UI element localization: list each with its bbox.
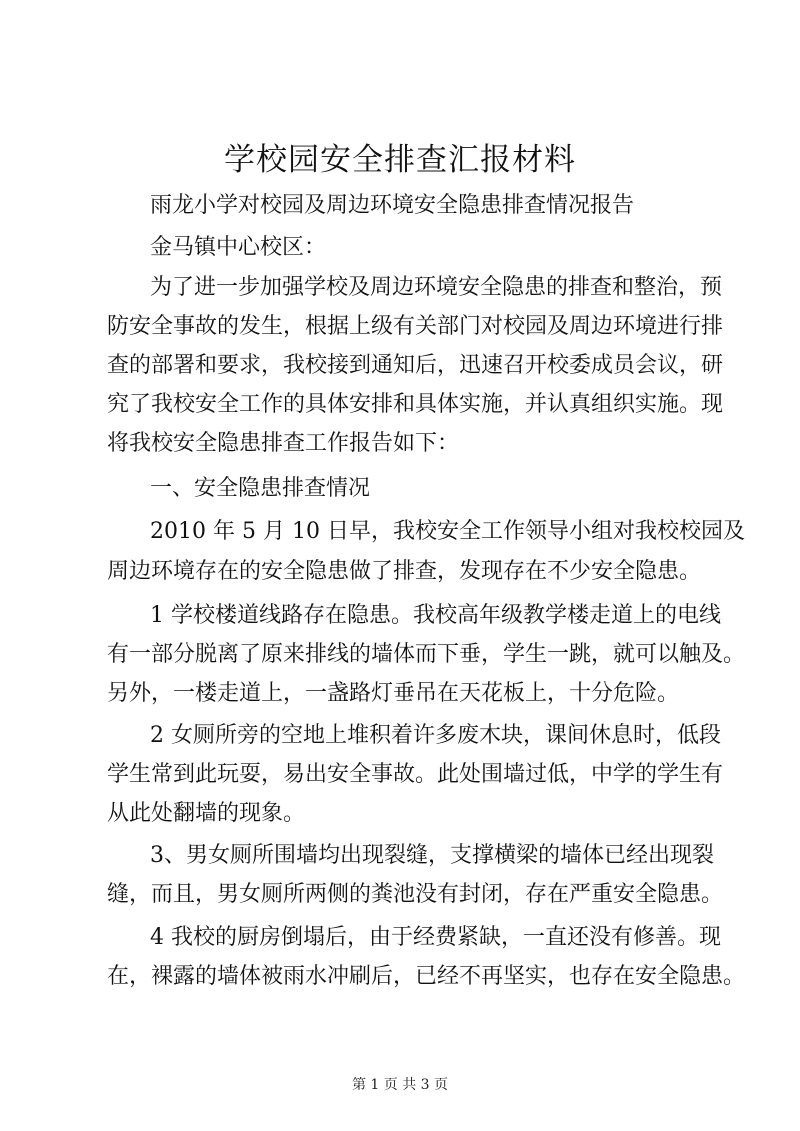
paragraph-line: 2010 年 5 月 10 日早，我校安全工作领导小组对我校校园及 <box>150 519 745 544</box>
paragraph-line: 缝，而且，男女厕所两侧的粪池没有封闭，存在严重安全隐患。 <box>107 882 724 907</box>
paragraph-line: 防安全事故的发生，根据上级有关部门对校园及周边环境进行排 <box>107 314 724 339</box>
paragraph-line: 为了进一步加强学校及周边环境安全隐患的排查和整治，预 <box>150 275 723 300</box>
paragraph-line: 在，裸露的墙体被雨水冲刷后，已经不再坚实，也存在安全隐患。 <box>107 964 746 989</box>
paragraph-line: 有一部分脱离了原来排线的墙体而下垂，学生一跳，就可以触及。 <box>107 642 746 667</box>
document-title: 学校园安全排查汇报材料 <box>224 142 576 178</box>
paragraph-line: 3、男女厕所围墙均出现裂缝，支撑横梁的墙体已经出现裂 <box>150 843 714 868</box>
paragraph-line: 4 我校的厨房倒塌后，由于经费紧缺，一直还没有修善。现 <box>150 925 721 950</box>
paragraph-line: 周边环境存在的安全隐患做了排查，发现存在不少安全隐患。 <box>107 559 702 584</box>
paragraph-line: 查的部署和要求，我校接到通知后，迅速召开校委成员会议，研 <box>107 353 724 378</box>
section-heading: 一、安全隐患排查情况 <box>150 476 371 501</box>
paragraph-line: 将我校安全隐患排查工作报告如下： <box>107 431 460 456</box>
report-subtitle: 雨龙小学对校园及周边环境安全隐患排查情况报告 <box>150 193 635 218</box>
paragraph-line: 究了我校安全工作的具体安排和具体实施，并认真组织实施。现 <box>107 392 724 417</box>
recipient-line: 金马镇中心校区： <box>150 235 327 260</box>
paragraph-line: 另外，一楼走道上，一盏路灯垂吊在天花板上，十分危险。 <box>107 681 680 706</box>
paragraph-line: 1 学校楼道线路存在隐患。我校高年级教学楼走道上的电线 <box>150 603 721 628</box>
page-number: 第 1 页 共 3 页 <box>351 1077 449 1093</box>
paragraph-line: 2 女厕所旁的空地上堆积着许多废木块，课间休息时，低段 <box>150 723 721 748</box>
paragraph-line: 学生常到此玩耍，易出安全事故。此处围墙过低，中学的学生有 <box>107 762 724 787</box>
paragraph-line: 从此处翻墙的现象。 <box>107 801 306 826</box>
